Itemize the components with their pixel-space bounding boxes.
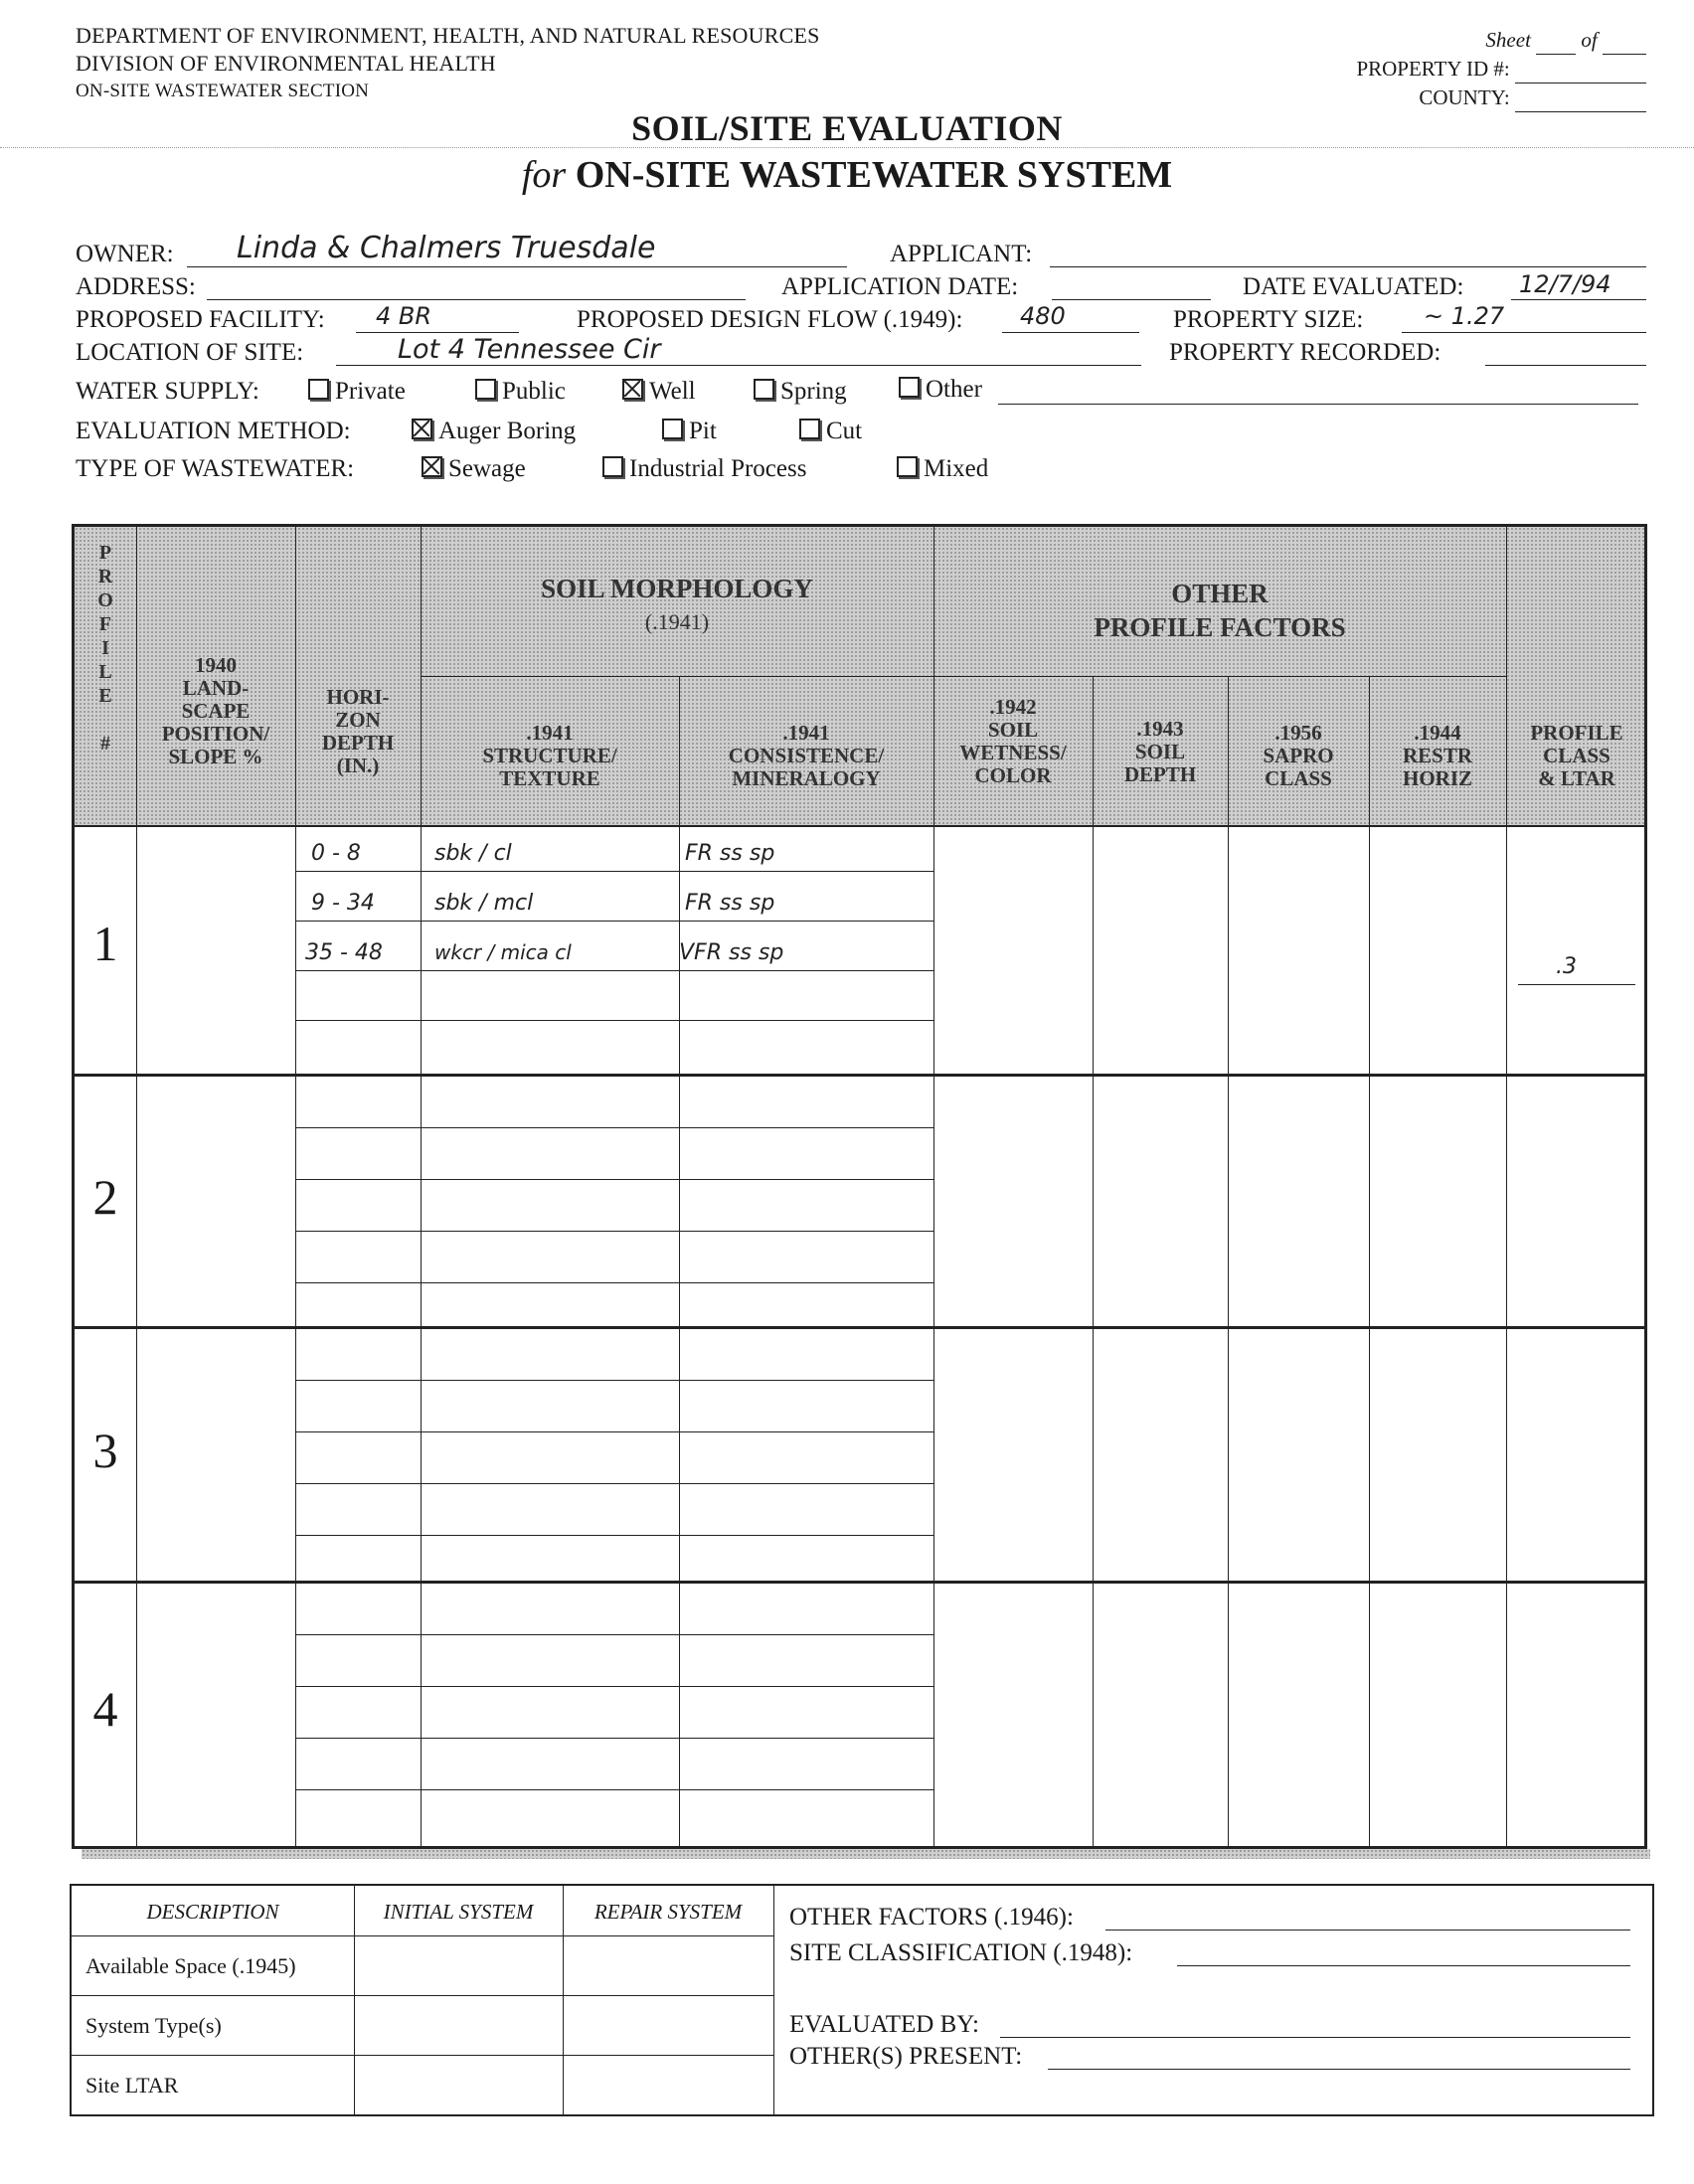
row-rule xyxy=(72,1935,773,1936)
form-title: SOIL/SITE EVALUATION xyxy=(631,108,1063,148)
profile-number-2: 2 xyxy=(92,1169,118,1225)
checkbox-icon xyxy=(602,456,623,477)
consistence-header: .1941 CONSISTENCE/ MINERALOGY xyxy=(728,721,885,790)
option-label: Private xyxy=(335,378,406,405)
consistence-cell[interactable]: VFR ss sp xyxy=(679,940,784,965)
structure-texture-header: .1941 STRUCTURE/ TEXTURE xyxy=(482,721,617,790)
soil-wetness-header: .1942 SOIL WETNESS/ COLOR xyxy=(959,695,1067,787)
consistence-cell[interactable]: FR ss sp xyxy=(685,841,775,866)
horizon-rule xyxy=(295,1020,933,1021)
landscape-header: 1940 LAND- SCAPE POSITION/ SLOPE % xyxy=(161,653,270,768)
horizon-rule xyxy=(295,1789,933,1790)
property-recorded-field[interactable] xyxy=(1485,339,1646,366)
soil-evaluation-table xyxy=(72,524,1647,1849)
method-auger-boring[interactable] xyxy=(412,418,576,445)
horizon-rule xyxy=(295,1282,933,1283)
option-label: Industrial Process xyxy=(629,455,807,482)
section-name: ON-SITE WASTEWATER SECTION xyxy=(76,81,370,101)
col-divider xyxy=(421,527,422,1846)
other-factors-label: OTHER FACTORS (.1946): xyxy=(789,1904,1074,1931)
horizon-rule xyxy=(295,1686,933,1687)
horizon-rule xyxy=(295,970,933,971)
system-summary-table xyxy=(70,1884,1654,2116)
location-value: Lot 4 Tennessee Cir xyxy=(398,334,661,365)
property-id-label: PROPERTY ID #: xyxy=(1356,57,1510,81)
profile-divider xyxy=(75,1326,1644,1329)
county-label: COUNTY: xyxy=(1419,85,1510,109)
evaluated-by-label: EVALUATED BY: xyxy=(789,2011,979,2038)
consistence-cell[interactable]: FR ss sp xyxy=(685,891,775,916)
checkbox-icon xyxy=(899,377,920,398)
option-label: Pit xyxy=(689,418,717,444)
horizon-rule xyxy=(295,1231,933,1232)
option-label: Mixed xyxy=(924,455,989,482)
header-bottom-rule xyxy=(75,825,1644,827)
method-cut[interactable] xyxy=(799,418,862,445)
property-size-value: ~ 1.27 xyxy=(1424,302,1505,330)
wastewater-industrial[interactable] xyxy=(602,455,806,483)
soil-morphology-header: SOIL MORPHOLOGY (.1941) xyxy=(541,574,813,634)
water-supply-other[interactable] xyxy=(899,376,982,404)
of-label: of xyxy=(1581,28,1598,52)
checkbox-icon xyxy=(308,379,329,400)
address-field[interactable] xyxy=(207,273,746,300)
design-flow-value: 480 xyxy=(1020,302,1066,330)
horizon-depth-header: HORI- ZON DEPTH (IN.) xyxy=(321,685,395,777)
col-divider xyxy=(1228,676,1229,1846)
horizon-depth-cell[interactable]: 9 - 34 xyxy=(311,891,375,916)
form-subtitle xyxy=(0,153,1694,197)
checked-checkbox-icon xyxy=(412,419,432,439)
col-divider xyxy=(679,676,680,1846)
horizon-rule xyxy=(295,1431,933,1432)
evaluated-by-field[interactable] xyxy=(1000,2009,1630,2038)
checked-checkbox-icon xyxy=(622,379,643,400)
address-label: ADDRESS: xyxy=(76,273,196,300)
subtitle-text: ON-SITE WASTEWATER SYSTEM xyxy=(575,154,1173,196)
profile-number-4: 4 xyxy=(92,1681,118,1737)
option-label: Spring xyxy=(780,378,847,405)
others-present-label: OTHER(S) PRESENT: xyxy=(789,2043,1023,2070)
site-classification-label: SITE CLASSIFICATION (.1948): xyxy=(789,1939,1133,1966)
horizon-depth-cell[interactable]: 35 - 48 xyxy=(305,940,383,965)
other-profile-factors-header: OTHER PROFILE FACTORS xyxy=(1094,579,1346,642)
horizon-rule xyxy=(295,1483,933,1484)
owner-label: OWNER: xyxy=(76,241,174,267)
checkbox-icon xyxy=(662,419,683,439)
option-label: Auger Boring xyxy=(438,418,577,444)
water-supply-public[interactable] xyxy=(475,378,566,406)
proposed-facility-label: PROPOSED FACILITY: xyxy=(76,306,325,333)
col-divider xyxy=(773,1886,774,2116)
profile-class-cell[interactable]: .3 xyxy=(1556,954,1577,979)
property-size-label: PROPERTY SIZE: xyxy=(1173,306,1364,333)
checkbox-icon xyxy=(897,456,918,477)
col-divider xyxy=(295,527,296,1846)
location-label: LOCATION OF SITE: xyxy=(76,339,304,366)
evaluation-method-label: EVALUATION METHOD: xyxy=(76,418,351,444)
horizon-rule xyxy=(295,921,933,922)
sheet-info xyxy=(1356,26,1646,112)
system-types-label: System Type(s) xyxy=(85,2013,222,2038)
option-label: Other xyxy=(926,376,982,403)
profile-class-rule xyxy=(1518,984,1635,985)
design-flow-label: PROPOSED DESIGN FLOW (.1949): xyxy=(577,306,963,333)
department-name: DEPARTMENT OF ENVIRONMENT, HEALTH, AND NATURAL RESOURCES xyxy=(76,23,820,48)
col-divider xyxy=(1369,676,1370,1846)
owner-value: Linda & Chalmers Truesdale xyxy=(237,231,656,265)
profile-class-header: PROFILE CLASS & LTAR xyxy=(1530,721,1623,790)
date-evaluated-value: 12/7/94 xyxy=(1519,270,1611,298)
horizon-rule xyxy=(295,1127,933,1128)
site-ltar-label: Site LTAR xyxy=(85,2073,179,2098)
description-header: DESCRIPTION xyxy=(146,1900,279,1924)
date-evaluated-label: DATE EVALUATED: xyxy=(1243,273,1464,300)
row-rule xyxy=(72,1995,773,1996)
wastewater-sewage[interactable] xyxy=(422,455,526,483)
table-footer-shading xyxy=(82,1849,1650,1859)
profile-number-1: 1 xyxy=(92,916,118,971)
col-divider xyxy=(1506,527,1507,1846)
site-classification-field[interactable] xyxy=(1177,1937,1630,1966)
option-label: Sewage xyxy=(448,455,526,482)
option-label: Public xyxy=(502,378,566,405)
available-space-label: Available Space (.1945) xyxy=(85,1953,296,1978)
wastewater-mixed[interactable] xyxy=(897,455,988,483)
method-pit[interactable] xyxy=(662,418,717,445)
profile-divider xyxy=(75,1581,1644,1584)
structure-cell[interactable]: wkcr / mica cl xyxy=(434,940,572,964)
applicant-label: APPLICANT: xyxy=(890,241,1033,267)
col-divider xyxy=(136,527,137,1846)
checkbox-icon xyxy=(799,419,820,439)
others-present-field[interactable] xyxy=(1048,2041,1630,2070)
horizon-rule xyxy=(295,1179,933,1180)
horizon-rule xyxy=(295,1535,933,1536)
structure-cell[interactable]: sbk / mcl xyxy=(434,891,534,916)
checked-checkbox-icon xyxy=(422,456,442,477)
option-label: Cut xyxy=(826,418,863,444)
property-recorded-label: PROPERTY RECORDED: xyxy=(1169,339,1441,366)
horizon-rule xyxy=(295,1380,933,1381)
initial-system-header: INITIAL SYSTEM xyxy=(383,1900,534,1924)
water-supply-label: WATER SUPPLY: xyxy=(76,378,259,405)
water-supply-well[interactable] xyxy=(622,378,696,406)
repair-system-header: REPAIR SYSTEM xyxy=(593,1900,743,1924)
water-supply-spring[interactable] xyxy=(754,378,847,406)
proposed-facility-value: 4 BR xyxy=(376,302,432,330)
application-date-label: APPLICATION DATE: xyxy=(781,273,1019,300)
application-date-field[interactable] xyxy=(1052,273,1211,300)
profile-divider xyxy=(75,1074,1644,1077)
header-sub-rule xyxy=(421,676,1506,677)
sapro-class-header: .1956 SAPRO CLASS xyxy=(1263,721,1334,790)
col-divider xyxy=(1093,676,1094,1846)
applicant-field[interactable] xyxy=(1050,239,1646,267)
soil-depth-header: .1943 SOIL DEPTH xyxy=(1123,717,1197,786)
wastewater-type-label: TYPE OF WASTEWATER: xyxy=(76,455,355,482)
checkbox-icon xyxy=(754,379,774,400)
water-supply-private[interactable] xyxy=(308,378,406,406)
structure-cell[interactable]: sbk / cl xyxy=(434,841,512,866)
division-name: DIVISION OF ENVIRONMENTAL HEALTH xyxy=(76,51,496,76)
water-supply-other-field[interactable] xyxy=(998,376,1638,405)
option-label: Well xyxy=(649,378,696,405)
other-factors-field[interactable] xyxy=(1105,1902,1630,1931)
profile-number-3: 3 xyxy=(92,1423,118,1478)
for-word: for xyxy=(521,154,567,196)
horizon-rule xyxy=(295,871,933,872)
horizon-depth-cell[interactable]: 0 - 8 xyxy=(311,841,361,866)
horizon-rule xyxy=(295,1738,933,1739)
sheet-label: Sheet xyxy=(1485,28,1531,52)
row-rule xyxy=(72,2055,773,2056)
restr-horiz-header: .1944 RESTR HORIZ xyxy=(1402,721,1473,790)
horizon-rule xyxy=(295,1634,933,1635)
agency-header xyxy=(76,22,820,105)
checkbox-icon xyxy=(475,379,496,400)
profile-number-header: P R O F I L E # xyxy=(97,542,113,755)
col-divider xyxy=(933,527,934,1846)
